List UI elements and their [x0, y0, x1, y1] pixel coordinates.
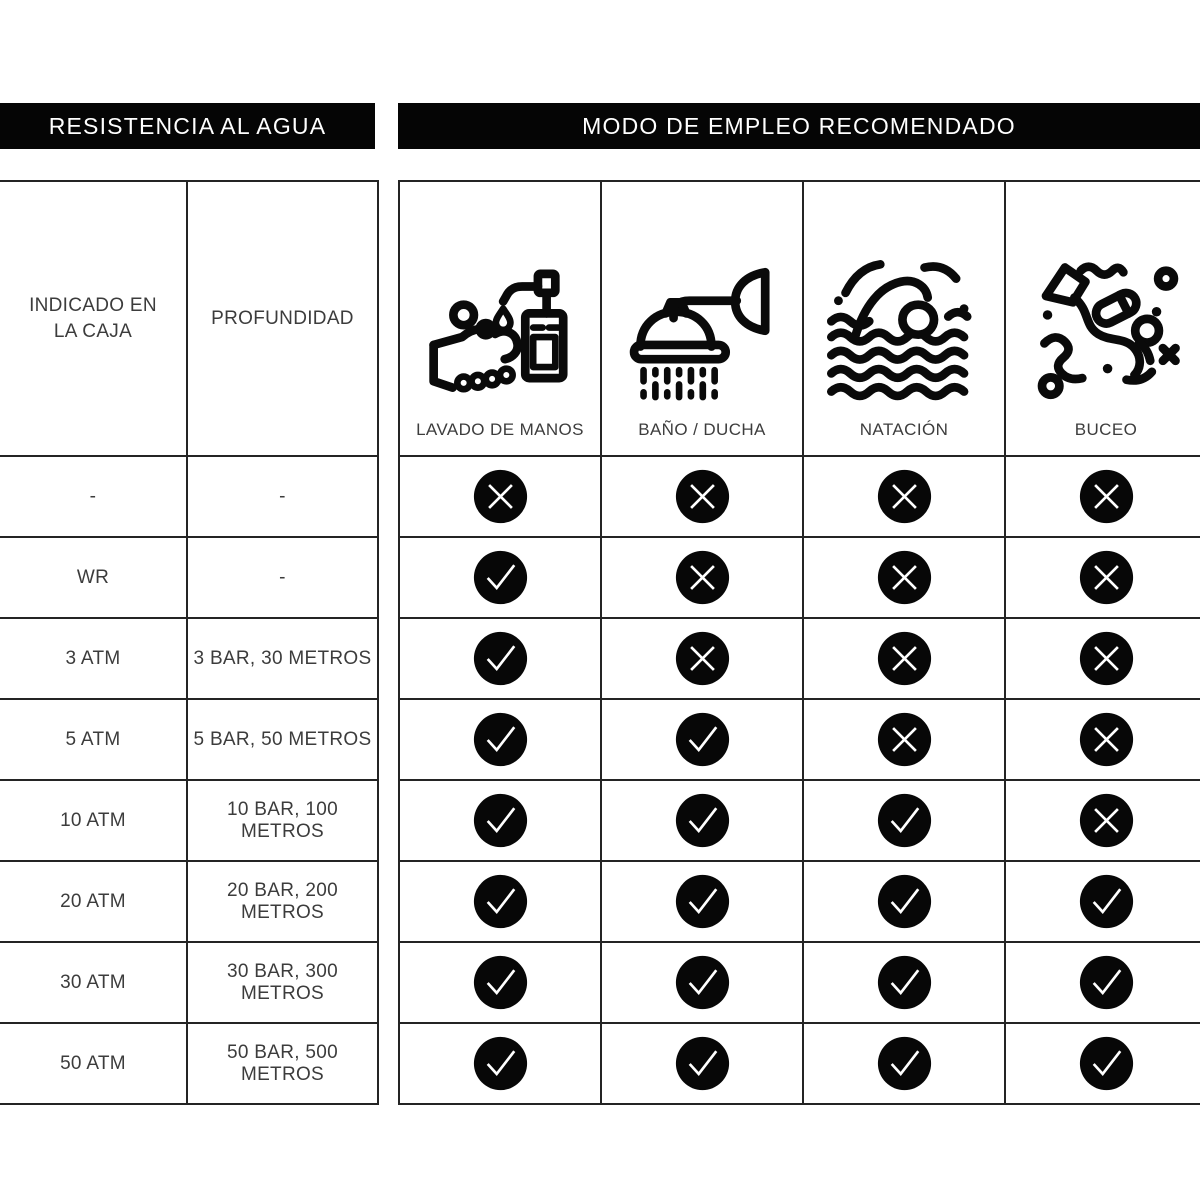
usage-mark-cell [601, 699, 803, 780]
activity-label: NATACIÓN [859, 420, 949, 439]
resistance-row [0, 942, 378, 1023]
caja-value: - [0, 456, 187, 537]
cross-mark-icon [876, 549, 933, 606]
usage-mark-cell [1005, 861, 1200, 942]
caja-value: 3 ATM [0, 618, 187, 699]
resistance-row [0, 861, 378, 942]
caja-value: 10 ATM [0, 780, 187, 861]
usage-mark-cell [399, 537, 601, 618]
profundidad-value: - [187, 537, 378, 618]
check-mark-icon [876, 954, 933, 1011]
check-mark-icon [876, 792, 933, 849]
caja-value: WR [0, 537, 187, 618]
usage-row [399, 699, 1200, 780]
profundidad-value: 3 BAR, 30 METROS [187, 618, 378, 699]
usage-mark-cell [601, 537, 803, 618]
hand-washing-icon [421, 246, 579, 406]
check-mark-icon [472, 954, 529, 1011]
activity-label: BUCEO [1074, 420, 1138, 439]
check-mark-icon [674, 1035, 731, 1092]
usage-mark-cell [803, 1023, 1005, 1104]
scuba-diving-icon [1027, 246, 1185, 406]
usage-mark-cell [803, 537, 1005, 618]
usage-mark-cell [601, 456, 803, 537]
profundidad-value: 10 BAR, 100 METROS [187, 780, 378, 861]
resistance-header-row [0, 181, 378, 456]
usage-mark-cell [399, 456, 601, 537]
cross-mark-icon [1078, 468, 1135, 525]
profundidad-value: 30 BAR, 300 METROS [187, 942, 378, 1023]
usage-row [399, 942, 1200, 1023]
recommended-use-header [398, 103, 1200, 149]
activity-shower [601, 181, 803, 456]
usage-header-row [399, 181, 1200, 456]
caja-value: 30 ATM [0, 942, 187, 1023]
recommended-use-header-label: MODO DE EMPLEO RECOMENDADO [582, 112, 1016, 139]
usage-mark-cell [1005, 780, 1200, 861]
check-mark-icon [472, 630, 529, 687]
check-mark-icon [472, 711, 529, 768]
check-mark-icon [1078, 873, 1135, 930]
shower-icon [623, 246, 781, 406]
caja-value: 5 ATM [0, 699, 187, 780]
column-header-profundidad: PROFUNDIDAD [187, 181, 378, 456]
resistance-row [0, 537, 378, 618]
profundidad-value: 20 BAR, 200 METROS [187, 861, 378, 942]
resistance-row [0, 780, 378, 861]
profundidad-value: 50 BAR, 500 METROS [187, 1023, 378, 1104]
cross-mark-icon [1078, 549, 1135, 606]
usage-mark-cell [803, 861, 1005, 942]
check-mark-icon [472, 873, 529, 930]
usage-mark-cell [399, 1023, 601, 1104]
activity-label: LAVADO DE MANOS [416, 420, 584, 439]
usage-row [399, 1023, 1200, 1104]
check-mark-icon [876, 873, 933, 930]
usage-mark-cell [1005, 537, 1200, 618]
cross-mark-icon [472, 468, 529, 525]
usage-mark-cell [803, 699, 1005, 780]
usage-row [399, 780, 1200, 861]
cross-mark-icon [1078, 792, 1135, 849]
usage-mark-cell [399, 861, 601, 942]
caja-value: 50 ATM [0, 1023, 187, 1104]
water-resistance-header [0, 103, 375, 149]
water-resistance-header-label: RESISTENCIA AL AGUA [48, 112, 327, 139]
usage-mark-cell [1005, 618, 1200, 699]
usage-row [399, 456, 1200, 537]
resistance-row [0, 699, 378, 780]
cross-mark-icon [1078, 711, 1135, 768]
resistance-row [0, 618, 378, 699]
cross-mark-icon [674, 549, 731, 606]
resistance-row [0, 456, 378, 537]
check-mark-icon [674, 873, 731, 930]
usage-mark-cell [803, 942, 1005, 1023]
cross-mark-icon [876, 468, 933, 525]
usage-mark-cell [1005, 942, 1200, 1023]
swimming-icon [825, 246, 983, 406]
usage-mark-cell [399, 780, 601, 861]
usage-mark-cell [399, 699, 601, 780]
check-mark-icon [674, 954, 731, 1011]
usage-mark-cell [601, 780, 803, 861]
usage-mark-cell [803, 780, 1005, 861]
profundidad-value: 5 BAR, 50 METROS [187, 699, 378, 780]
usage-row [399, 618, 1200, 699]
usage-mark-cell [803, 618, 1005, 699]
usage-mark-cell [399, 942, 601, 1023]
usage-row [399, 537, 1200, 618]
usage-mark-cell [601, 942, 803, 1023]
column-header-caja: INDICADO EN LA CAJA [0, 181, 187, 456]
usage-mark-cell [601, 618, 803, 699]
resistance-row [0, 1023, 378, 1104]
cross-mark-icon [674, 630, 731, 687]
usage-mark-cell [399, 618, 601, 699]
check-mark-icon [876, 1035, 933, 1092]
activity-hand-washing [399, 181, 601, 456]
check-mark-icon [472, 792, 529, 849]
cross-mark-icon [1078, 630, 1135, 687]
profundidad-value: - [187, 456, 378, 537]
usage-mark-cell [1005, 699, 1200, 780]
cross-mark-icon [674, 468, 731, 525]
water-resistance-table [0, 180, 379, 1105]
cross-mark-icon [876, 711, 933, 768]
check-mark-icon [1078, 1035, 1135, 1092]
usage-mark-cell [601, 861, 803, 942]
activity-diving [1005, 181, 1200, 456]
check-mark-icon [674, 792, 731, 849]
usage-mark-cell [803, 456, 1005, 537]
activity-label: BAÑO / DUCHA [638, 420, 766, 439]
cross-mark-icon [876, 630, 933, 687]
usage-row [399, 861, 1200, 942]
check-mark-icon [472, 1035, 529, 1092]
caja-value: 20 ATM [0, 861, 187, 942]
check-mark-icon [674, 711, 731, 768]
usage-mark-cell [1005, 1023, 1200, 1104]
usage-mark-cell [1005, 456, 1200, 537]
usage-mark-cell [601, 1023, 803, 1104]
check-mark-icon [1078, 954, 1135, 1011]
recommended-use-table [398, 180, 1200, 1105]
activity-swimming [803, 181, 1005, 456]
check-mark-icon [472, 549, 529, 606]
